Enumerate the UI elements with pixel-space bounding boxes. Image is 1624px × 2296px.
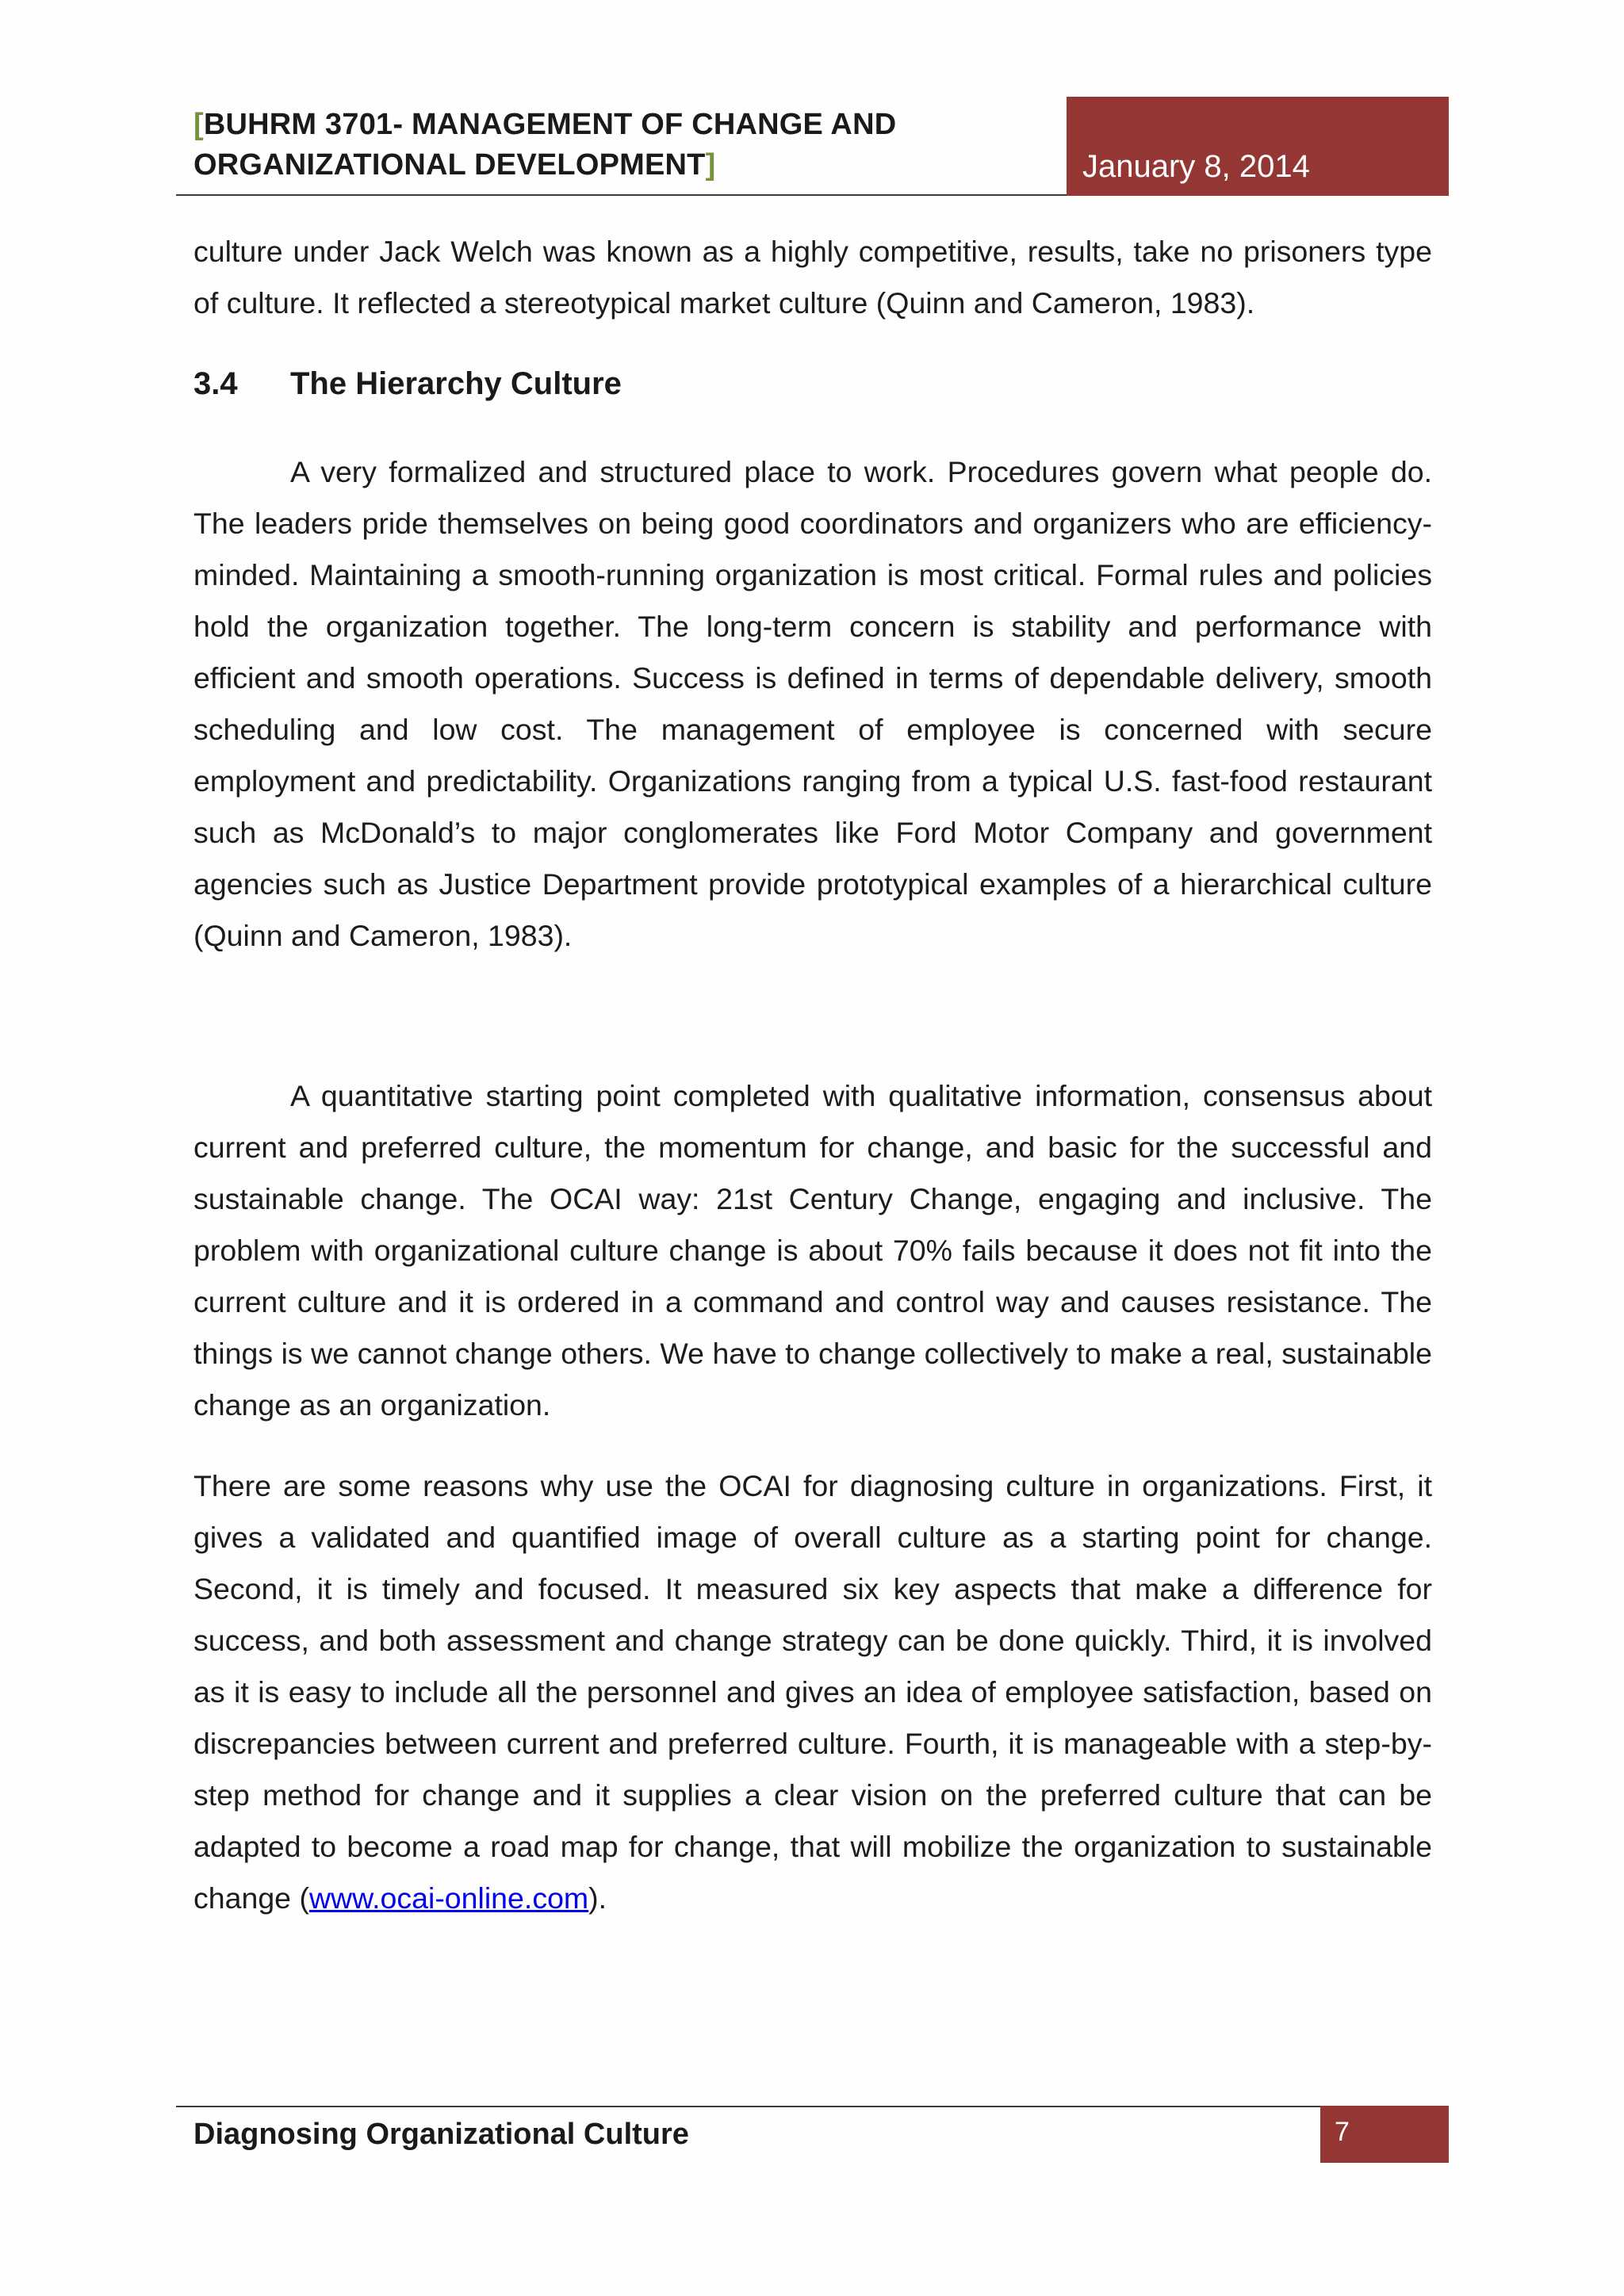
reasons-tail: ). xyxy=(588,1881,607,1915)
reasons-text: There are some reasons why use the OCAI for diagnosing culture in organizations. First, it gives a validated and quantified image of overall culture as a starting point for change. Second, it is timely and focused. It measured six key aspects that make a difference for success, and both assessment and change strategy can be done quickly. Third, it is involved as it is easy to include all the personnel and gives an idea of employee satisfaction, based on discrepancies between current and preferred culture. Fourth, it is manageable with a step-by-step method for change and it supplies a clear vision on the preferred culture that can be adapted to become a road map for change, that will mobilize the organization to sustainable change ( xyxy=(193,1469,1432,1915)
intro-paragraph: culture under Jack Welch was known as a highly competitive, results, take no prisoners type of culture. It reflected a stereotypical market culture (Quinn and Cameron, 1983). xyxy=(193,235,1432,320)
reasons-paragraph xyxy=(193,1460,1432,1924)
header-bracket-close: ] xyxy=(705,148,716,182)
footer-page-box xyxy=(1320,2106,1449,2163)
section-number: 3.4 xyxy=(193,366,238,401)
header-course-line2: ORGANIZATIONAL DEVELOPMENT xyxy=(193,148,706,182)
quantitative-paragraph: A quantitative starting point completed with qualitative information, consensus about current and preferred culture, the momentum for change, and basic for the successful and sustainable change. The OCAI way: 21st Century Change, engaging and inclusive. The problem with organizational culture change is about 70% fails because it does not fit into the current culture and it is ordered in a command and control way and causes resistance. The things is we cannot change others. We have to change collectively to make a real, sustainable change as an organization. xyxy=(193,1079,1432,1422)
header-date-box xyxy=(1067,97,1449,196)
section-heading xyxy=(193,363,622,404)
footer-title: Diagnosing Organizational Culture xyxy=(193,2118,689,2151)
page-number: 7 xyxy=(1335,2117,1350,2147)
header-date: January 8, 2014 xyxy=(1082,149,1310,184)
section-title: The Hierarchy Culture xyxy=(290,366,622,401)
header-course-title xyxy=(193,105,1050,186)
hierarchy-paragraph: A very formalized and structured place to work. Procedures govern what people do. The leaders pride themselves on being good coordinators and organizers who are efficiency-minded. Maintaining a smooth-running organization is most critical. Formal rules and policies hold the organization together. The long-term concern is stability and performance with efficient and smooth operations. Success is defined in terms of dependable delivery, smooth scheduling and low cost. The management of employee is concerned with secure employment and predictability. Organizations ranging from a typical U.S. fast-food restaurant such as McDonald’s to major conglomerates like Ford Motor Company and government agencies such as Justice Department provide prototypical examples of a hierarchical culture (Quinn and Cameron, 1983). xyxy=(193,455,1432,952)
ocai-website-link[interactable]: www.ocai-online.com xyxy=(308,1881,589,1915)
header-bracket-open: [ xyxy=(193,108,204,141)
header-course-line1: BUHRM 3701- MANAGEMENT OF CHANGE AND xyxy=(203,108,897,141)
header-divider xyxy=(176,194,1067,196)
footer-divider xyxy=(176,2106,1320,2107)
